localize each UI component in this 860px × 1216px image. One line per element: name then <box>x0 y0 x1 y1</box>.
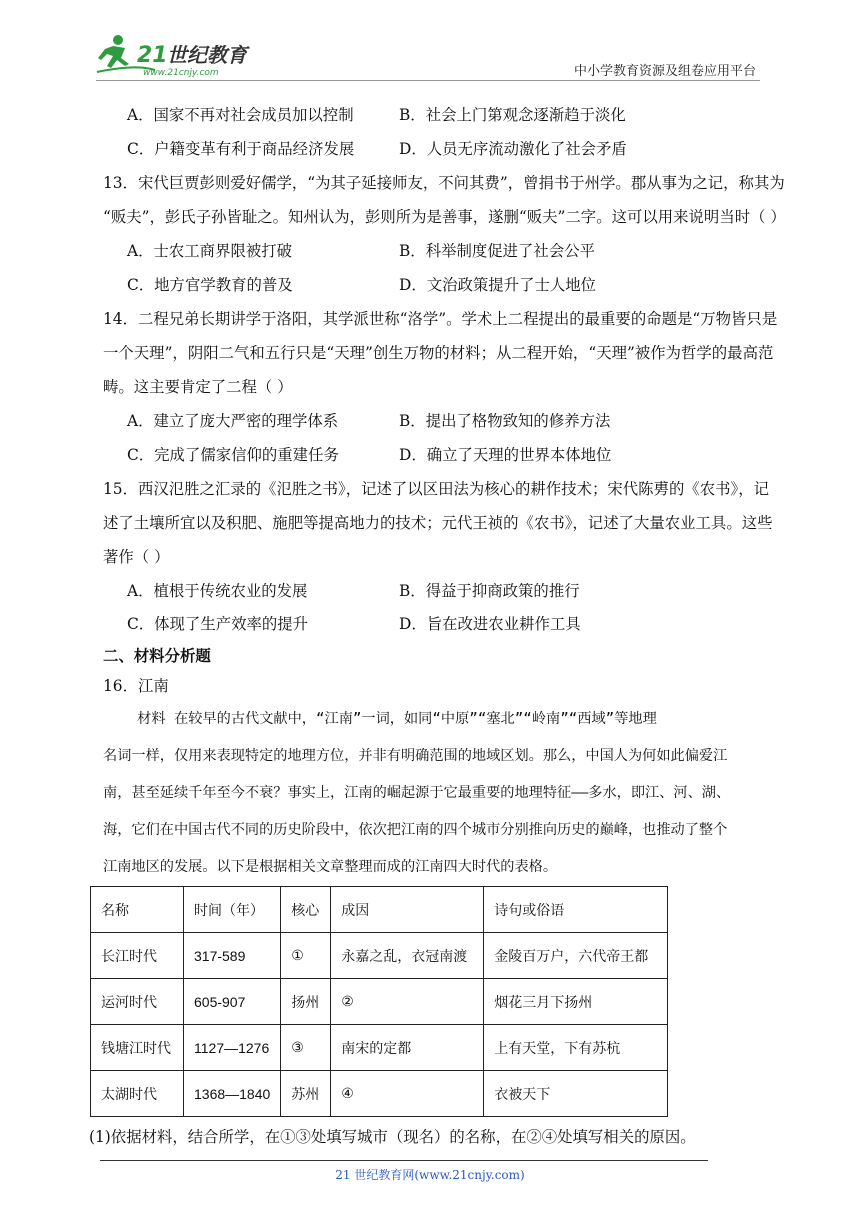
svg-text:www.21cnjy.com: www.21cnjy.com <box>143 68 219 78</box>
table-cell: 南宋的定都 <box>331 1025 484 1071</box>
q16-subquestion-1: (1)依据材料，结合所学，在①③处填写城市（现名）的名称，在②④处填写相关的原因。 <box>89 1128 696 1146</box>
q14-option-b: B．提出了格物致知的修养方法 <box>399 412 611 430</box>
header-cell: 核心 <box>281 887 331 933</box>
q13-options-row-1 <box>103 234 763 268</box>
q15-option-b: B．得益于抑商政策的推行 <box>399 582 580 600</box>
q15-option-a: A．植根于传统农业的发展 <box>127 582 308 600</box>
header-divider <box>96 80 760 81</box>
header-cell: 成因 <box>331 887 484 933</box>
q14-stem-line-1: 14．二程兄弟长期讲学于洛阳，其学派世称“洛学”。学术上二程提出的最重要的命题是“万物皆只是 <box>103 310 778 328</box>
q15-stem-line-2: 述了土壤所宜以及积肥、施肥等提高地力的技术；元代王祯的《农书》，记述了大量农业工具。这些 <box>103 514 773 532</box>
material-line-4: 海，它们在中国古代不同的历史阶段中，依次把江南的四个城市分别推向历史的巅峰，也推动了整个 <box>103 822 728 838</box>
page-header <box>0 0 860 80</box>
table-row <box>91 933 668 979</box>
table-cell: 长江时代 <box>91 933 184 979</box>
q14-options-row-1 <box>103 404 763 438</box>
table-cell: ④ <box>331 1071 484 1117</box>
table-cell: 金陵百万户，六代帝王都 <box>484 933 668 979</box>
table-row <box>91 979 668 1025</box>
svg-text:21: 21 <box>137 43 168 68</box>
q13-option-c: C．地方官学教育的普及 <box>127 276 293 294</box>
q12-option-c: C．户籍变革有利于商品经济发展 <box>127 140 355 158</box>
q14-option-c: C．完成了儒家信仰的重建任务 <box>127 446 339 464</box>
q13-options-row-2 <box>103 268 763 302</box>
header-cell: 时间（年） <box>184 887 281 933</box>
table-cell: 1127—1276 <box>184 1025 281 1071</box>
table-cell: 上有天堂，下有苏杭 <box>484 1025 668 1071</box>
q13-option-a: A．士农工商界限被打破 <box>127 242 293 260</box>
q14-option-a: A．建立了庞大严密的理学体系 <box>127 412 339 430</box>
q14-option-d: D．确立了天理的世界本体地位 <box>399 446 612 464</box>
q12-option-a: A．国家不再对社会成员加以控制 <box>127 106 354 124</box>
table-cell: 605-907 <box>184 979 281 1025</box>
table-cell: 衣被天下 <box>484 1071 668 1117</box>
section-title: 二、材料分析题 <box>103 647 211 665</box>
table-cell: ③ <box>281 1025 331 1071</box>
table-cell: 扬州 <box>281 979 331 1025</box>
table-row <box>91 1071 668 1117</box>
q15-option-c: C．体现了生产效率的提升 <box>127 615 309 633</box>
table-row <box>91 1025 668 1071</box>
table-cell: ① <box>281 933 331 979</box>
site-logo <box>95 34 265 78</box>
q15-options-row-2 <box>103 608 763 641</box>
q15-option-d: D．旨在改进农业耕作工具 <box>399 615 581 633</box>
q14-stem-line-3: 畴。这主要肯定了二程（ ） <box>103 378 293 396</box>
q12-options-row-2 <box>103 132 763 166</box>
footer-divider <box>100 1160 708 1161</box>
material-line-2: 名词一样，仅用来表现特定的地理方位，并非有明确范围的地域区划。那么，中国人为何如此偏爱江 <box>103 748 728 764</box>
header-cell: 名称 <box>91 887 184 933</box>
table-cell: 钱塘江时代 <box>91 1025 184 1071</box>
jiangnan-era-table <box>90 886 668 1117</box>
platform-tagline: 中小学教育资源及组卷应用平台 <box>573 64 756 79</box>
q12-options-row-1 <box>103 98 763 132</box>
table-cell: 太湖时代 <box>91 1071 184 1117</box>
q12-option-d: D．人员无序流动激化了社会矛盾 <box>399 140 627 158</box>
table-cell: 烟花三月下扬州 <box>484 979 668 1025</box>
q15-stem-line-1: 15．西汉氾胜之汇录的《氾胜之书》，记述了以区田法为核心的耕作技术；宋代陈旉的《农书》，记 <box>103 480 769 498</box>
table-cell: 1368—1840 <box>184 1071 281 1117</box>
table-cell: 永嘉之乱，衣冠南渡 <box>331 933 484 979</box>
footer-link[interactable]: 21 世纪教育网(www.21cnjy.com) <box>335 1168 525 1182</box>
q13-option-d: D．文治政策提升了士人地位 <box>399 276 597 294</box>
q16-title: 16．江南 <box>103 677 169 695</box>
material-line-5: 江南地区的发展。以下是根据相关文章整理而成的江南四大时代的表格。 <box>103 859 558 875</box>
exam-content <box>89 98 786 1147</box>
table-cell: 苏州 <box>281 1071 331 1117</box>
q15-options-row-1 <box>103 574 763 608</box>
q16-material <box>103 701 763 886</box>
q13-stem-line-1: 13．宋代巨贾彭则爱好儒学，“为其子延接师友，不问其费”，曾捐书于州学。郡从事为之记，称其为 <box>103 174 785 192</box>
q15-stem-line-3: 著作（ ） <box>103 548 170 566</box>
q14-stem-line-2: 一个天理”，阴阳二气和五行只是“天理”创生万物的材料；从二程开始，“天理”被作为哲学的最高范 <box>103 344 774 362</box>
table-header-row <box>91 887 668 933</box>
q13-option-b: B．科举制度促进了社会公平 <box>399 242 595 260</box>
material-line-3: 南，甚至延续千年至今不衰？事实上，江南的崛起源于它最重要的地理特征——多水，即江、河、湖、 <box>103 785 731 801</box>
q12-option-b: B．社会上门第观念逐渐趋于淡化 <box>399 106 626 124</box>
q13-stem-line-2: “贩夫”，彭氏子孙皆耻之。知州认为，彭则所为是善事，遂删“贩夫”二字。这可以用来说明当时（ ） <box>103 208 786 226</box>
table-cell: 317-589 <box>184 933 281 979</box>
q14-options-row-2 <box>103 438 763 472</box>
material-line-1: 材料 在较早的古代文献中，“江南”一词，如同“中原”“塞北”“岭南”“西域”等地理 <box>103 711 657 727</box>
table-cell: 运河时代 <box>91 979 184 1025</box>
header-cell: 诗句或俗语 <box>484 887 668 933</box>
table-cell: ② <box>331 979 484 1025</box>
svg-text:世纪教育: 世纪教育 <box>167 43 247 67</box>
